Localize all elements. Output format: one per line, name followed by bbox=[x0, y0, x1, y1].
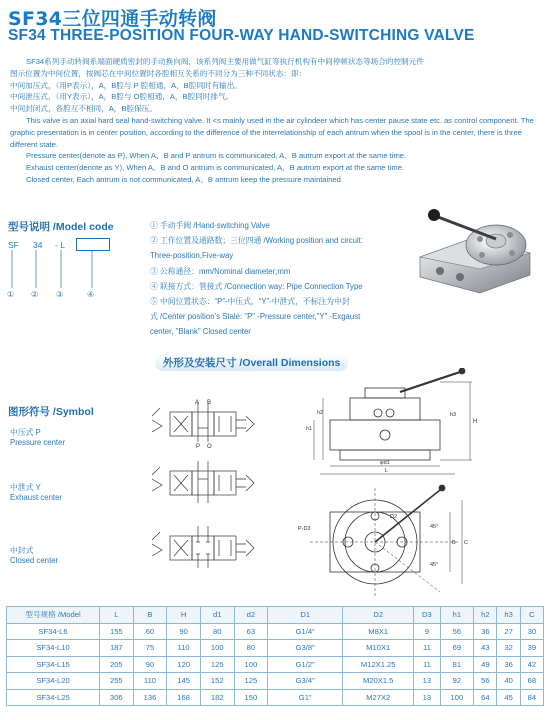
col-header-l: L bbox=[100, 607, 134, 624]
model-code-item: ① 手动手阀 /Hand-switching Valve bbox=[150, 221, 270, 230]
dim-label-p-d3: P-D3 bbox=[298, 526, 311, 532]
cell: 11 bbox=[414, 656, 440, 673]
cell: 125 bbox=[200, 656, 234, 673]
cell: SF34-L10 bbox=[7, 640, 100, 657]
cell: SF34-L20 bbox=[7, 673, 100, 690]
code-sf: SF bbox=[8, 240, 19, 250]
cell: 42 bbox=[520, 656, 543, 673]
cell: 125 bbox=[234, 673, 268, 690]
port-o: O bbox=[207, 444, 212, 448]
cell: 145 bbox=[167, 673, 201, 690]
cell: 80 bbox=[234, 640, 268, 657]
symbol-label-exhaust bbox=[10, 482, 62, 502]
col-header-b: B bbox=[133, 607, 167, 624]
cell: 255 bbox=[100, 673, 134, 690]
table-row bbox=[7, 640, 544, 657]
dim-label-c: C bbox=[464, 540, 468, 546]
col-header-model: 型号规格 /Model bbox=[7, 607, 100, 624]
cell: 13 bbox=[414, 673, 440, 690]
cell: 120 bbox=[167, 656, 201, 673]
cell: G1/4" bbox=[268, 623, 343, 640]
cell: 45 bbox=[497, 689, 520, 706]
col-header-D3: D3 bbox=[414, 607, 440, 624]
intro-cn-line3: 中间加压式，（用P表示），A，B腔与 P 腔相通，A，B腔同时有输出。 bbox=[10, 80, 242, 90]
model-code-item: Three-position,Five-way bbox=[150, 251, 234, 261]
dim-label-45-a: 45° bbox=[430, 524, 439, 530]
cell: 155 bbox=[100, 623, 134, 640]
cell: 11 bbox=[414, 640, 440, 657]
symbol-diagram-closed bbox=[150, 520, 265, 575]
symbol-exhaust-en: Exhaust center bbox=[10, 493, 63, 502]
cell: M10X1 bbox=[343, 640, 414, 657]
code-34: 34 bbox=[33, 240, 43, 250]
port-b: B bbox=[207, 400, 212, 406]
model-code-item: ③ 公称通径：mm/Nominal diameter;mm bbox=[150, 266, 291, 276]
dim-label-h2: h2 bbox=[317, 410, 324, 416]
dim-label-l: L bbox=[385, 468, 389, 474]
dim-label-d2: D2 bbox=[390, 514, 398, 520]
dim-label-45-b: 45° bbox=[430, 562, 439, 568]
dim-label-d1: φd1 bbox=[380, 460, 390, 466]
symbol-exhaust-cn: 中泄式 Y bbox=[10, 483, 41, 492]
code-marker-4: ④ bbox=[87, 290, 94, 299]
intro-en-line1: Pressure center(denote as P), When A、B and P antrum is communicated, A、B autrum export at the same time. bbox=[26, 151, 407, 161]
cell: SF34-L6 bbox=[7, 623, 100, 640]
code-marker-1: ① bbox=[7, 290, 14, 299]
code-l: - L bbox=[55, 240, 65, 250]
cell: M12X1.25 bbox=[343, 656, 414, 673]
model-code-item: ④ 联接方式：管接式 /Connection way: Pipe Connection Type bbox=[150, 281, 363, 291]
cell: 27 bbox=[497, 623, 520, 640]
model-code-list bbox=[150, 218, 412, 340]
symbol-pressure-cn: 中压式 P bbox=[10, 428, 41, 437]
model-code-item: ⑤ 中间位置状态：“P”-中压式，“Y”-中泄式，不标注为中封 bbox=[150, 297, 350, 307]
cell: 100 bbox=[234, 656, 268, 673]
cell: 36 bbox=[474, 623, 497, 640]
cell: 56 bbox=[474, 673, 497, 690]
code-marker-3: ③ bbox=[56, 290, 63, 299]
cell: 152 bbox=[200, 673, 234, 690]
cell: 90 bbox=[167, 623, 201, 640]
cell: 110 bbox=[133, 673, 167, 690]
cell: 90 bbox=[133, 656, 167, 673]
valve-product-image bbox=[410, 205, 542, 297]
cell: 182 bbox=[200, 689, 234, 706]
cell: 39 bbox=[520, 640, 543, 657]
model-code-item: ② 工作位置及通路数；三位四通 /Working position and circuit: bbox=[150, 236, 364, 246]
port-p: P bbox=[196, 444, 201, 448]
cell: 9 bbox=[414, 623, 440, 640]
code-marker-2: ② bbox=[31, 290, 38, 299]
cell: 32 bbox=[497, 640, 520, 657]
cell: 110 bbox=[167, 640, 201, 657]
intro-cn-line4: 中间泄压式，（用Y表示），A，B腔与 O腔相通，A，B腔同时排气。 bbox=[10, 92, 234, 102]
cell: 168 bbox=[167, 689, 201, 706]
code-leader-lines bbox=[6, 250, 106, 290]
dim-label-b: B bbox=[452, 540, 456, 546]
cell: 40 bbox=[497, 673, 520, 690]
cell: 150 bbox=[234, 689, 268, 706]
cell: 43 bbox=[474, 640, 497, 657]
table-row bbox=[7, 673, 544, 690]
cell: G1" bbox=[268, 689, 343, 706]
table-row bbox=[7, 689, 544, 706]
table-row bbox=[7, 623, 544, 640]
cell: 100 bbox=[200, 640, 234, 657]
col-header-d1: d1 bbox=[200, 607, 234, 624]
dim-label-h3: h3 bbox=[450, 412, 457, 418]
top-view-drawing bbox=[290, 482, 480, 602]
cell: 136 bbox=[133, 689, 167, 706]
symbol-closed-en: Closed center bbox=[10, 556, 59, 565]
cell: 30 bbox=[520, 623, 543, 640]
cell: M20X1.5 bbox=[343, 673, 414, 690]
cell: 81 bbox=[440, 656, 474, 673]
cell: 63 bbox=[234, 623, 268, 640]
cell: G1/2" bbox=[268, 656, 343, 673]
col-header-h2: h2 bbox=[474, 607, 497, 624]
col-header-d2: d2 bbox=[234, 607, 268, 624]
cell: M8X1 bbox=[343, 623, 414, 640]
table-header-row bbox=[7, 607, 544, 624]
cell: SF34-L15 bbox=[7, 656, 100, 673]
col-header-c: C bbox=[520, 607, 543, 624]
cell: 80 bbox=[200, 623, 234, 640]
intro-en-para: This valve is an axial hard seal hand-switching valve. It <s mainly used in the air cylindeer which has center pause state etc. as control component. The graphic presentation is in center position, according to the difference of the interrelationship of each antrum when the spool is in the center, there is three different state. bbox=[10, 115, 534, 149]
cell: 36 bbox=[497, 656, 520, 673]
cell: G3/4" bbox=[268, 673, 343, 690]
cell: 100 bbox=[440, 689, 474, 706]
cell: 306 bbox=[100, 689, 134, 706]
col-header-h3: h3 bbox=[497, 607, 520, 624]
model-code-heading: 型号说明 /Model code bbox=[8, 221, 114, 233]
cell: 75 bbox=[133, 640, 167, 657]
cell: 13 bbox=[414, 689, 440, 706]
intro-cn-line1: SF34系列手动转阀系端面硬质密封的手动换向阀，该系列阀主要用做气缸等执行机构有中间停顿状态等场合的控制元件 bbox=[26, 57, 424, 66]
dimensions-heading-label: 外形及安装尺寸 /Overall Dimensions bbox=[155, 354, 348, 371]
front-view-drawing bbox=[290, 368, 480, 480]
symbol-diagram-pressure bbox=[150, 398, 265, 448]
cell: G3/8" bbox=[268, 640, 343, 657]
dim-label-h1: h1 bbox=[306, 426, 313, 432]
symbol-closed-cn: 中封式 bbox=[10, 546, 34, 555]
cell: M27X2 bbox=[343, 689, 414, 706]
symbol-diagram-exhaust bbox=[150, 455, 265, 510]
cell: 84 bbox=[520, 689, 543, 706]
title-en: SF34 THREE-POSITION FOUR-WAY HAND-SWITCHING VALVE bbox=[8, 27, 475, 44]
intro-text bbox=[10, 56, 545, 186]
cell: 187 bbox=[100, 640, 134, 657]
port-a: A bbox=[195, 400, 200, 406]
table-row bbox=[7, 656, 544, 673]
intro-cn-line5: 中间封闭式，各腔互不相同，A，B腔保压。 bbox=[10, 104, 157, 114]
cell: 49 bbox=[474, 656, 497, 673]
cell: SF34-L25 bbox=[7, 689, 100, 706]
symbol-label-closed bbox=[10, 545, 58, 565]
cell: 68 bbox=[520, 673, 543, 690]
cell: 64 bbox=[474, 689, 497, 706]
col-header-h1: h1 bbox=[440, 607, 474, 624]
title-cn: SF34三位四通手动转阀 bbox=[8, 8, 217, 30]
model-code-item: center, "Blank" Closed center bbox=[150, 327, 251, 337]
symbol-heading: 图形符号 /Symbol bbox=[8, 406, 94, 418]
intro-cn-line2: 图示位置为中间位置，按阀芯在中间位置时各腔相互关系的不同分为三种不同状态：即： bbox=[10, 68, 307, 78]
cell: 69 bbox=[440, 640, 474, 657]
model-code-item: 式 /Center position’s Stale: "P" -Pressure center,"Y" -Exgaust bbox=[150, 312, 361, 322]
col-header-D2: D2 bbox=[343, 607, 414, 624]
intro-en-line3: Closed center, Each antrum is not communicated, A、B antrum keep the pressure maintained. bbox=[26, 174, 343, 184]
cell: 56 bbox=[440, 623, 474, 640]
cell: 92 bbox=[440, 673, 474, 690]
cell: 60 bbox=[133, 623, 167, 640]
symbol-pressure-en: Pressure center bbox=[10, 438, 66, 447]
col-header-h: H bbox=[167, 607, 201, 624]
col-header-D1: D1 bbox=[268, 607, 343, 624]
symbol-label-pressure bbox=[10, 427, 65, 447]
cell: 205 bbox=[100, 656, 134, 673]
spec-table bbox=[6, 606, 544, 706]
intro-en-line2: Exhaust center(denote as Y), When A、B and O antrum is communicated, A、B autrum export at the same time. bbox=[26, 163, 405, 173]
dim-label-h: H bbox=[473, 419, 478, 425]
